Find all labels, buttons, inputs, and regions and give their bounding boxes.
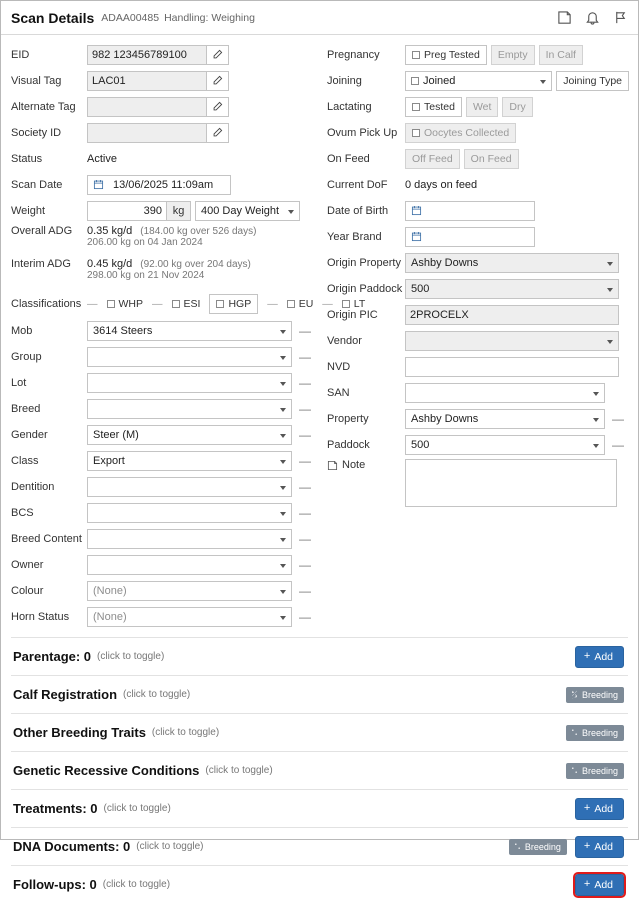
origin-property-row [327, 251, 633, 274]
society-id-input[interactable] [87, 123, 207, 143]
colour-clear-icon[interactable]: — [299, 583, 311, 598]
section-toggle-hint: (click to toggle) [102, 879, 171, 890]
preg-tested-label: Preg Tested [424, 48, 480, 61]
eid-edit-pencil-icon[interactable] [207, 45, 229, 65]
lot-label: Lot [11, 376, 27, 389]
visual-tag-label: Visual Tag [11, 74, 62, 87]
empty-label: Empty [497, 48, 528, 61]
header-icon-group [557, 10, 628, 25]
classification-esi[interactable] [172, 294, 201, 314]
breed-label: Breed [11, 402, 41, 415]
animal-id: ADAA00485 [101, 11, 160, 24]
calendar-icon[interactable] [87, 175, 109, 195]
section-title: Follow-ups: 0 [13, 877, 97, 892]
gender-row [11, 423, 321, 446]
section-actions [509, 836, 624, 858]
classification-eu-label: EU [298, 297, 314, 310]
lactating-label: Lactating [327, 100, 372, 113]
owner-select[interactable] [87, 555, 292, 575]
checkbox-icon [172, 300, 180, 308]
property-value: Ashby Downs [411, 412, 479, 425]
classifications-label: Classifications [11, 297, 82, 310]
bcs-clear-icon[interactable]: — [299, 505, 311, 520]
page-title: Scan Details [11, 9, 95, 26]
bcs-label: BCS [11, 506, 34, 519]
interim-adg-sub: 298.00 kg on 21 Nov 2024 [87, 270, 205, 281]
classification-dash-0: — [87, 297, 98, 310]
alternate-tag-input[interactable] [87, 97, 207, 117]
section-actions [566, 687, 624, 703]
section-actions [566, 725, 624, 741]
section-toggle-hint: (click to toggle) [103, 803, 171, 814]
oocytes-collected-label: Oocytes Collected [424, 126, 510, 139]
on-feed-button[interactable] [464, 149, 519, 169]
classification-esi-label: ESI [183, 297, 201, 310]
colour-value: (None) [93, 584, 127, 597]
interim-adg-note: (92.00 kg over 204 days) [140, 259, 251, 270]
add-follow-up-button[interactable] [575, 874, 624, 896]
nvd-row [327, 355, 633, 378]
interim-adg-label: Interim ADG [11, 258, 71, 270]
alternate-tag-row [11, 95, 321, 118]
class-row [11, 449, 321, 472]
breeding-badge [566, 763, 624, 779]
checkbox-icon [412, 103, 420, 111]
breeding-badge-label: Breeding [524, 841, 561, 852]
joining-row [327, 69, 633, 92]
alternate-tag-edit-pencil-icon[interactable] [207, 97, 229, 117]
checkbox-icon [107, 300, 115, 308]
note-label-group [327, 459, 405, 471]
mob-row [11, 319, 321, 342]
year-brand-input[interactable] [427, 227, 535, 247]
note-icon[interactable] [557, 10, 572, 25]
breed-clear-icon[interactable]: — [299, 401, 311, 416]
weight-label: Weight [11, 204, 46, 217]
dentition-label: Dentition [11, 480, 55, 493]
section-title: Treatments: 0 [13, 801, 98, 816]
gender-value: Steer (M) [93, 428, 139, 441]
section-actions [575, 874, 624, 896]
date-of-birth-input[interactable] [427, 201, 535, 221]
classification-hgp[interactable] [209, 294, 258, 314]
breeding-badge-label: Breeding [581, 765, 618, 776]
classification-hgp-label: HGP [228, 297, 252, 310]
section-toggle-hint: (click to toggle) [151, 727, 220, 738]
oocytes-collected-checkbox[interactable] [405, 123, 516, 143]
eid-input[interactable] [87, 45, 207, 65]
section-title: Other Breeding Traits [13, 725, 146, 740]
nvd-input[interactable] [405, 357, 619, 377]
vendor-label: Vendor [327, 334, 362, 347]
add-label: Add [594, 878, 613, 891]
note-label: Note [342, 459, 366, 471]
breeding-badge [509, 839, 567, 855]
add-dna-document-button[interactable] [575, 836, 624, 858]
group-label: Group [11, 350, 42, 363]
status-row [11, 147, 321, 170]
section-title: DNA Documents: 0 [13, 839, 131, 854]
off-feed-button[interactable] [405, 149, 460, 169]
origin-pic-row [327, 303, 633, 326]
property-label: Property [327, 412, 369, 425]
section-treatments[interactable] [11, 789, 628, 827]
weight-row [11, 199, 321, 222]
section-toggle-hint: (click to toggle) [205, 765, 273, 776]
add-treatment-button[interactable] [575, 798, 624, 820]
window-header [1, 1, 638, 35]
section-title: Parentage: 0 [13, 649, 92, 664]
origin-paddock-label: Origin Paddock [327, 282, 403, 295]
breed-content-clear-icon[interactable]: — [299, 531, 311, 546]
section-calf-registration[interactable] [11, 675, 628, 713]
lactating-wet-label: Wet [472, 100, 492, 113]
joining-type-label: Joining Type [563, 74, 622, 87]
plus-icon: + [583, 878, 591, 890]
plus-icon: + [583, 840, 591, 852]
alternate-tag-label: Alternate Tag [11, 100, 76, 113]
breeding-badge [566, 687, 624, 703]
san-row [327, 381, 633, 404]
empty-button[interactable] [491, 45, 535, 65]
origin-paddock-select[interactable] [405, 279, 619, 299]
date-of-birth-label: Date of Birth [327, 204, 389, 217]
horn-status-label: Horn Status [11, 610, 70, 623]
section-parentage[interactable] [11, 637, 628, 675]
section-toggle-hint: (click to toggle) [123, 689, 191, 700]
overall-adg-value: 0.35 kg/d [87, 225, 133, 237]
paddock-value: 500 [411, 438, 430, 451]
origin-property-label: Origin Property [327, 256, 401, 269]
joined-select[interactable] [405, 71, 552, 91]
origin-paddock-value: 500 [411, 282, 430, 295]
joined-label: Joined [423, 74, 456, 87]
weight-type-select[interactable] [195, 201, 300, 221]
add-label: Add [594, 650, 613, 663]
in-calf-label: In Calf [545, 48, 576, 61]
horn-status-select[interactable] [87, 607, 292, 627]
on-feed-label: On Feed [327, 152, 370, 165]
status-value: Active [87, 152, 117, 165]
current-dof-value: 0 days on feed [405, 178, 478, 191]
pregnancy-row [327, 43, 633, 66]
lactating-wet-button[interactable] [466, 97, 498, 117]
handling-label: Handling: Weighing [164, 11, 255, 24]
weight-type-value: 400 Day Weight [201, 204, 280, 217]
origin-paddock-row [327, 277, 633, 300]
bell-icon[interactable] [585, 10, 600, 25]
lactating-row [327, 95, 633, 118]
note-icon [327, 460, 338, 471]
dentition-clear-icon[interactable]: — [299, 479, 311, 494]
section-other-breeding-traits[interactable] [11, 713, 628, 751]
ovum-pick-up-label: Ovum Pick Up [327, 126, 398, 139]
add-parentage-button[interactable] [575, 646, 624, 668]
visual-tag-input[interactable] [87, 71, 207, 91]
origin-property-value: Ashby Downs [411, 256, 479, 269]
section-actions [575, 798, 624, 820]
add-label: Add [594, 802, 613, 815]
plus-icon: + [583, 650, 591, 662]
lot-row [11, 371, 321, 394]
collapsible-sections [1, 631, 638, 903]
paddock-select[interactable] [405, 435, 605, 455]
mob-select[interactable] [87, 321, 292, 341]
classification-dash-1: — [152, 297, 163, 310]
class-clear-icon[interactable]: — [299, 453, 311, 468]
colour-row [11, 579, 321, 602]
breed-content-label: Breed Content [11, 532, 82, 545]
society-id-label: Society ID [11, 126, 62, 139]
note-textarea[interactable] [405, 459, 617, 507]
joining-label: Joining [327, 74, 362, 87]
checkbox-icon [216, 300, 224, 308]
weight-input[interactable] [87, 201, 167, 221]
san-select[interactable] [405, 383, 605, 403]
year-brand-row [327, 225, 633, 248]
section-follow-ups[interactable] [11, 865, 628, 903]
overall-adg-sub: 206.00 kg on 04 Jan 2024 [87, 237, 203, 248]
breeding-badge-label: Breeding [581, 727, 618, 738]
lot-select[interactable] [87, 373, 292, 393]
visual-tag-edit-pencil-icon[interactable] [207, 71, 229, 91]
classification-whp-label: WHP [118, 297, 143, 310]
overall-adg-row [11, 225, 321, 255]
property-select[interactable] [405, 409, 605, 429]
current-dof-row [327, 173, 633, 196]
gender-clear-icon[interactable]: — [299, 427, 311, 442]
dna-icon [570, 766, 579, 775]
breeding-badge-label: Breeding [581, 689, 618, 700]
pregnancy-label: Pregnancy [327, 48, 380, 61]
vendor-select[interactable] [405, 331, 619, 351]
section-dna-documents[interactable] [11, 827, 628, 865]
section-title: Calf Registration [13, 687, 118, 702]
on-feed-button-label: On Feed [470, 152, 512, 165]
group-row [11, 345, 321, 368]
off-feed-label: Off Feed [412, 152, 453, 165]
checkbox-icon [412, 51, 420, 59]
gender-label: Gender [11, 428, 48, 441]
section-actions [575, 646, 624, 668]
paddock-clear-icon[interactable]: — [612, 437, 624, 452]
dentition-select[interactable] [87, 477, 292, 497]
origin-pic-input[interactable] [405, 305, 619, 325]
paddock-row [327, 433, 633, 456]
breed-select[interactable] [87, 399, 292, 419]
owner-clear-icon[interactable]: — [299, 557, 311, 572]
dna-icon [570, 690, 579, 699]
group-clear-icon[interactable]: — [299, 349, 311, 364]
origin-property-select[interactable] [405, 253, 619, 273]
colour-label: Colour [11, 584, 44, 597]
bcs-select[interactable] [87, 503, 292, 523]
section-title: Genetic Recessive Conditions [13, 763, 200, 778]
society-id-row [11, 121, 321, 144]
add-label: Add [594, 840, 613, 853]
scan-date-row [11, 173, 321, 196]
note-row [327, 459, 633, 511]
in-calf-button[interactable] [539, 45, 583, 65]
calendar-icon[interactable] [405, 201, 427, 221]
lot-clear-icon[interactable]: — [299, 375, 311, 390]
checkbox-icon [287, 300, 295, 308]
right-column [321, 43, 633, 631]
section-toggle-hint: (click to toggle) [136, 841, 204, 852]
horn-status-row [11, 605, 321, 628]
details-body [1, 35, 638, 631]
scan-date-label: Scan Date [11, 178, 63, 191]
vendor-row [327, 329, 633, 352]
bcs-row [11, 501, 321, 524]
lactating-dry-label: Dry [509, 100, 526, 113]
classification-whp[interactable] [107, 294, 144, 314]
classification-lt-label: LT [353, 297, 366, 310]
weight-unit: kg [167, 201, 191, 221]
group-select[interactable] [87, 347, 292, 367]
origin-pic-label: Origin PIC [327, 308, 378, 321]
san-label: SAN [327, 386, 350, 399]
owner-label: Owner [11, 558, 44, 571]
date-of-birth-row [327, 199, 633, 222]
gender-select[interactable] [87, 425, 292, 445]
overall-adg-note: (184.00 kg over 526 days) [140, 226, 257, 237]
mob-clear-icon[interactable]: — [299, 323, 311, 338]
mob-value: 3614 Steers [93, 324, 153, 337]
section-actions [566, 763, 624, 779]
property-row [327, 407, 633, 430]
section-toggle-hint: (click to toggle) [97, 651, 165, 662]
mob-label: Mob [11, 324, 33, 337]
breed-row [11, 397, 321, 420]
property-clear-icon[interactable]: — [612, 411, 624, 426]
colour-select[interactable] [87, 581, 292, 601]
interim-adg-value: 0.45 kg/d [87, 258, 133, 270]
classification-eu[interactable] [287, 294, 314, 314]
lactating-tested-label: Tested [424, 100, 455, 113]
dna-icon [570, 728, 579, 737]
calendar-icon[interactable] [405, 227, 427, 247]
flag-icon[interactable] [613, 10, 628, 25]
breed-content-select[interactable] [87, 529, 292, 549]
dna-icon [513, 842, 522, 851]
on-feed-row [327, 147, 633, 170]
class-value: Export [93, 454, 125, 467]
classification-dash-3: — [322, 297, 333, 310]
dentition-row [11, 475, 321, 498]
breeding-badge [566, 725, 624, 741]
visual-tag-row [11, 69, 321, 92]
year-brand-label: Year Brand [327, 230, 382, 243]
current-dof-label: Current DoF [327, 178, 388, 191]
section-genetic-recessive-conditions[interactable] [11, 751, 628, 789]
plus-icon: + [583, 802, 591, 814]
overall-adg-label: Overall ADG [11, 225, 73, 237]
class-select[interactable] [87, 451, 292, 471]
breed-content-row [11, 527, 321, 550]
lactating-tested-checkbox[interactable] [405, 97, 462, 117]
eid-row [11, 43, 321, 66]
classifications-row [11, 292, 366, 315]
preg-tested-checkbox[interactable] [405, 45, 487, 65]
scan-date-input[interactable] [109, 175, 231, 195]
horn-status-value: (None) [93, 610, 127, 623]
horn-status-clear-icon[interactable]: — [299, 609, 311, 624]
checkbox-icon [412, 129, 420, 137]
paddock-label: Paddock [327, 438, 370, 451]
joining-type-button[interactable] [556, 71, 629, 91]
classification-dash-2: — [267, 297, 278, 310]
eid-label: EID [11, 48, 30, 61]
nvd-label: NVD [327, 360, 351, 373]
interim-adg-row [11, 258, 321, 288]
lactating-dry-button[interactable] [502, 97, 532, 117]
ovum-pick-up-row [327, 121, 633, 144]
society-id-edit-pencil-icon[interactable] [207, 123, 229, 143]
class-label: Class [11, 454, 39, 467]
owner-row [11, 553, 321, 576]
checkbox-icon [411, 77, 419, 85]
status-label: Status [11, 152, 43, 165]
